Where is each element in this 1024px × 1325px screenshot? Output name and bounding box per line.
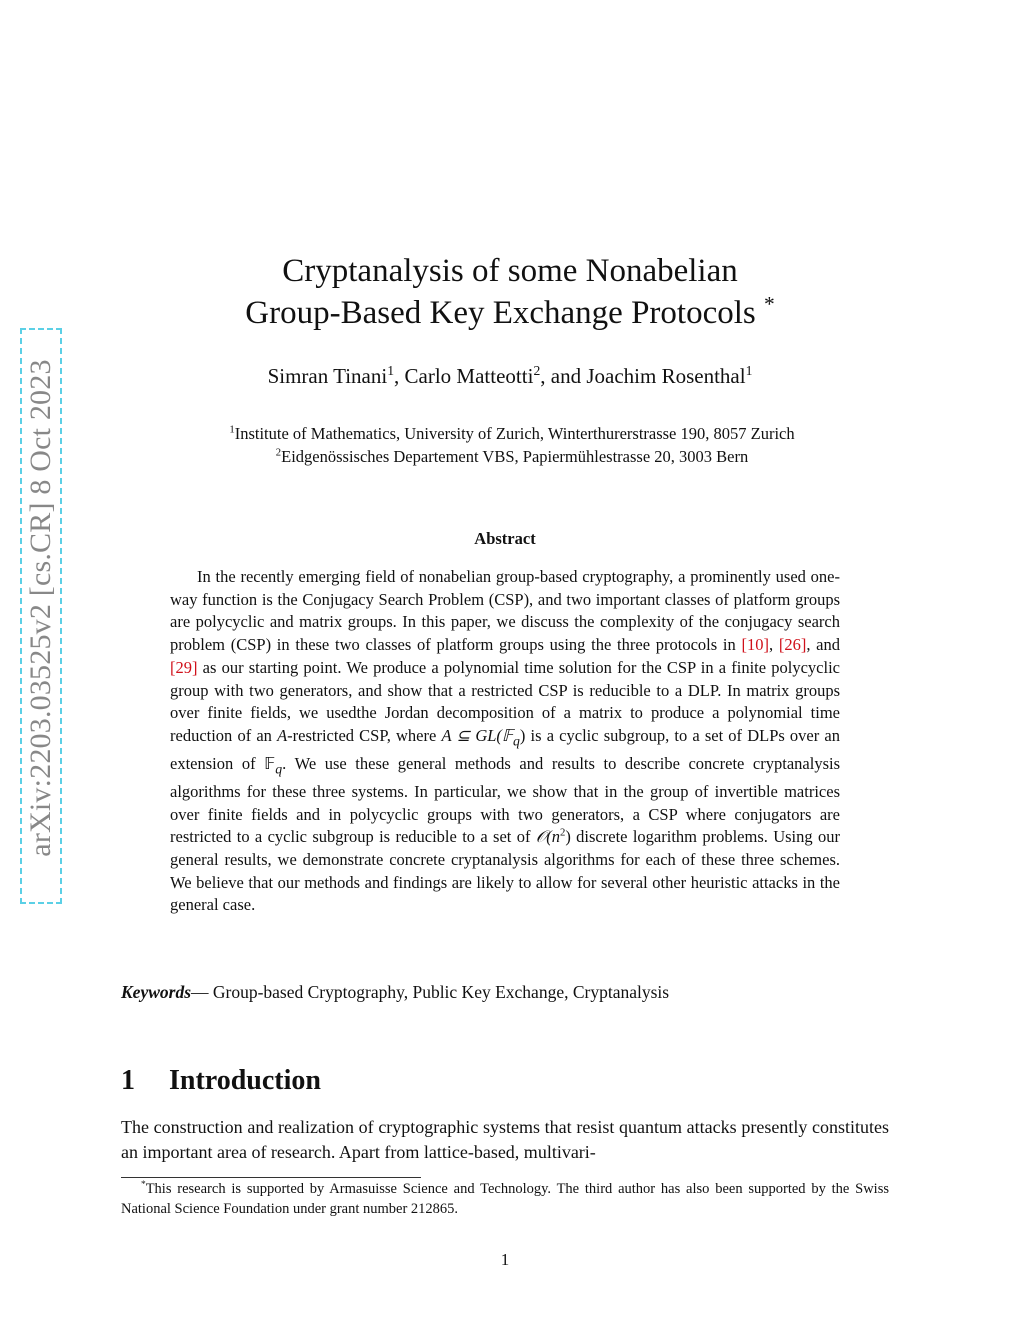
footnote <box>121 1179 889 1219</box>
abstract-text: is a cyclic subgroup, to a set of DLPs over an extension of <box>170 725 840 773</box>
affiliation-marker: 1 <box>229 423 235 436</box>
author-name: Joachim Rosenthal <box>586 364 746 388</box>
author-name: Carlo Matteotti <box>404 364 534 388</box>
math-subscript: q <box>513 733 520 749</box>
author-separator: , and <box>540 364 587 388</box>
math-subscript: q <box>275 761 283 777</box>
section-number: 1 <box>121 1065 135 1096</box>
section-title: Introduction <box>169 1065 321 1096</box>
abstract-text: -restricted CSP, where <box>287 725 442 745</box>
abstract-body <box>170 566 840 917</box>
math-symbol: 𝔽 <box>264 753 276 773</box>
citation-link[interactable]: [10] <box>741 635 769 655</box>
title-footnote-marker[interactable]: * <box>763 292 775 316</box>
paper-title-text: Group-Based Key Exchange Protocols <box>245 295 756 331</box>
abstract-text: , and <box>806 635 841 655</box>
author-affiliation-marker: 2 <box>533 363 541 378</box>
citation-link[interactable]: [26] <box>778 635 807 655</box>
abstract-text: , <box>768 635 779 655</box>
arxiv-identifier[interactable]: arXiv:2203.03525v2 [cs.CR] 8 Oct 2023 <box>24 359 57 857</box>
keywords-text: Group-based Cryptography, Public Key Exchange, Cryptanalysis <box>212 982 670 1002</box>
abstract-text: In the recently emerging field of nonabelian group-based cryptography, a prominently used one-way function is the Conjugacy Search Problem (CSP), and two important classes of platform groups are polycyclic and matrix groups. In this paper, we discuss the complexity of the conjugacy search problem (CSP) in these two classes of platform groups using the three protocols in <box>170 567 840 655</box>
keywords-line <box>121 980 901 1004</box>
affiliation-text: Eidgenössisches Departement VBS, Papiermühlestrasse 20, 3003 Bern <box>281 447 749 466</box>
affiliation-2 <box>120 446 904 468</box>
paper-title-line-2 <box>140 292 880 334</box>
math-expression: ) <box>565 827 571 847</box>
affiliation-1 <box>120 423 904 445</box>
math-superscript: 2 <box>559 826 566 839</box>
math-expression: A ⊆ GL(𝔽 <box>441 725 514 745</box>
paper-title-line-1: Cryptanalysis of some Nonabelian <box>282 253 738 289</box>
keywords-dash: — <box>191 982 213 1002</box>
abstract-text: . We use these general methods and results to describe concrete cryptanalysis algorithms for these three systems. In particular, we show that in the group of invertible matrices over finite fields and in polycyclic groups with two generators, a CSP where conjugators are restricted to a cyclic subgroup is reducible to a set of <box>170 753 840 847</box>
page-number: 1 <box>500 1250 510 1269</box>
math-expression: 𝒪(n <box>535 827 560 847</box>
math-symbol: A <box>277 725 288 745</box>
author-affiliation-marker: 1 <box>387 363 395 378</box>
abstract-text: as our starting point. We produce a polynomial time solution for the CSP in a finite polycyclic group with two generators, and show that a restricted CSP is reducible to a DLP. In matrix groups over finite fields, we usedthe Jordan decomposition of a matrix to produce a polynomial time reduction of an <box>170 657 840 745</box>
author-list <box>140 362 880 390</box>
math-expression: ) <box>519 725 526 745</box>
author-affiliation-marker: 1 <box>745 363 753 378</box>
citation-link[interactable]: [29] <box>170 657 198 677</box>
abstract-text: discrete logarithm problems. Using our general results, we demonstrate concrete cryptanalysis algorithms for each of these three schemes. We believe that our methods and findings are likely to allow for several other heuristic attacks in the general case. <box>170 827 840 915</box>
author-separator: , <box>394 364 405 388</box>
keywords-label: Keywords <box>121 982 191 1002</box>
footnote-divider <box>121 1177 421 1178</box>
footnote-marker: * <box>141 1180 146 1191</box>
footnote-text: This research is supported by Armasuisse Science and Technology. The third author has also been supported by the Swiss National Science Foundation under grant number 212865. <box>121 1181 889 1217</box>
section-heading <box>121 1063 721 1099</box>
affiliation-text: Institute of Mathematics, University of Zurich, Winterthurerstrasse 190, 8057 Zurich <box>234 424 795 443</box>
abstract-heading: Abstract <box>474 529 536 548</box>
affiliation-marker: 2 <box>275 446 282 459</box>
introduction-paragraph: The construction and realization of cryptographic systems that resist quantum attacks presently constitutes an important area of research. Apart from lattice-based, multivari- <box>121 1117 889 1162</box>
author-name: Simran Tinani <box>267 364 388 388</box>
